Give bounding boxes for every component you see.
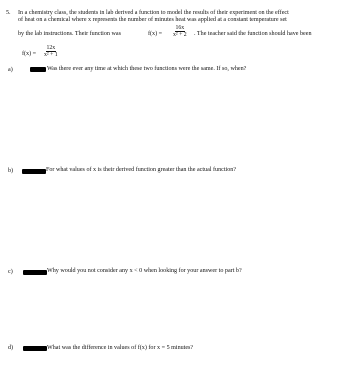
derived-function-numerator: 16x bbox=[175, 25, 185, 31]
problem-line-1: In a chemistry class, the students in lab derived a function to model the results of their experiment on the effect bbox=[18, 10, 289, 16]
part-b-question: For what values of x is their derived function greater than the actual function? bbox=[46, 167, 237, 173]
part-c-redaction-bar bbox=[23, 270, 47, 275]
problem-line-3-end: . The teacher said the function should have been bbox=[194, 31, 312, 37]
part-b-redaction-bar bbox=[22, 169, 46, 174]
derived-function-fraction bbox=[172, 25, 188, 38]
actual-function-fraction bbox=[43, 45, 59, 58]
part-d-label: d) bbox=[8, 345, 14, 351]
actual-function-label: f(x) = bbox=[22, 51, 37, 57]
part-a-question: Was there ever any time at which these two functions were the same. If so, when? bbox=[47, 66, 247, 72]
actual-function-denominator: x² + 1 bbox=[44, 52, 58, 58]
problem-number: 5. bbox=[6, 10, 11, 16]
part-b-label: b) bbox=[8, 168, 14, 174]
derived-function-label: f(x) = bbox=[148, 31, 163, 37]
derived-function-denominator: x² + 2 bbox=[173, 32, 187, 38]
problem-line-2: of heat on a chemical where x represents the number of minutes heat was applied at a constant temperature set bbox=[18, 17, 287, 23]
actual-function-numerator: 12x bbox=[46, 45, 56, 51]
part-d-question: What was the difference in values of f(x) for x = 5 minutes? bbox=[47, 345, 194, 351]
part-a-redaction-bar bbox=[30, 67, 46, 72]
problem-line-3-start: by the lab instructions. Their function was bbox=[18, 31, 121, 37]
part-c-label: c) bbox=[8, 269, 13, 275]
part-a-label: a) bbox=[8, 67, 13, 73]
part-d-redaction-bar bbox=[23, 346, 47, 351]
part-c-question: Why would you not consider any x < 0 when looking for your answer to part b? bbox=[47, 268, 242, 274]
